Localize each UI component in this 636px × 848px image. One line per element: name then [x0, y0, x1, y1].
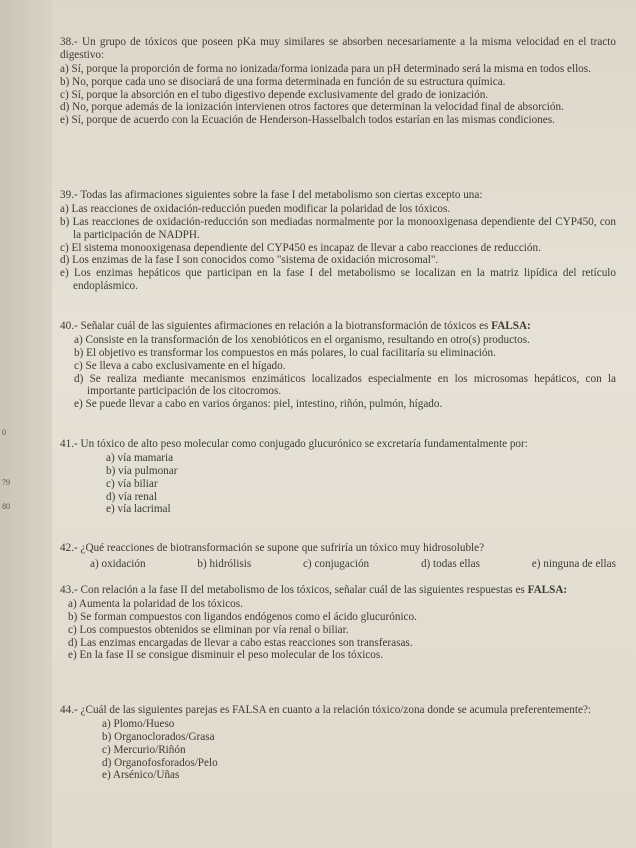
- option-d: d) Las enzimas encargadas de llevar a cabo estas reacciones son transferasas.: [68, 636, 413, 649]
- option-c: c) conjugación: [302, 557, 370, 570]
- option-e: e) Se puede llevar a cabo en varios órganos: piel, intestino, riñón, pulmón, hígado.: [74, 398, 443, 411]
- option-d: d) Se realiza mediante mecanismos enzimáticos localizados especialmente en los microsomas hepáticos, con la importante participación de los citocromos.: [74, 372, 616, 398]
- option-a: a) Consiste en la transformación de los xenobióticos en el organismo, resultando en otro(s) productos.: [74, 333, 530, 346]
- option-a: a) Las reacciones de oxidación-reducción pueden modificar la polaridad de los tóxicos.: [60, 202, 451, 215]
- option-b: b) Las reacciones de oxidación-reducción son mediadas normalmente por la monooxigenasa dependiente del CYP450, con la participación de NADPH.: [60, 215, 616, 241]
- option-a: a) Plomo/Hueso: [102, 717, 175, 730]
- question-38: [60, 36, 616, 127]
- option-c: c) vía biliar: [106, 477, 158, 490]
- option-a: a) Aumenta la polaridad de los tóxicos.: [68, 597, 243, 610]
- question-41: [60, 438, 616, 516]
- option-a: a) Sí, porque la proporción de forma no ionizada/forma ionizada para un pH determinado será la misma en todos ellos.: [60, 62, 591, 75]
- option-b: b) hidrólisis: [197, 557, 252, 570]
- question-43: [60, 584, 616, 662]
- option-b: b) Organoclorados/Grasa: [102, 730, 215, 743]
- margin-note: 79: [2, 478, 10, 487]
- option-c: c) Los compuestos obtenidos se eliminan por vía renal o biliar.: [68, 623, 349, 636]
- option-d: d) todas ellas: [420, 557, 480, 570]
- question-text: 40.- Señalar cuál de las siguientes afirmaciones en relación a la biotransformación de tóxicos es FALSA:: [60, 320, 531, 332]
- option-d: d) Organofosforados/Pelo: [102, 756, 218, 769]
- question-text: 38.- Un grupo de tóxicos que poseen pKa muy similares se absorben necesariamente a la misma velocidad en el tracto digestivo:: [60, 36, 616, 61]
- option-e: e) Sí, porque de acuerdo con la Ecuación de Henderson-Hasselbalch todos estarían en las mismas condiciones.: [60, 114, 555, 127]
- question-44: [60, 704, 616, 782]
- question-42: [60, 542, 616, 571]
- question-40: [60, 320, 616, 411]
- option-e: e) Arsénico/Uñas: [102, 769, 180, 782]
- option-c: c) El sistema monooxigenasa dependiente del CYP450 es incapaz de llevar a cabo reacciones de reducción.: [60, 241, 541, 254]
- option-c: c) Mercurio/Riñón: [102, 743, 186, 756]
- question-text: 43.- Con relación a la fase II del metabolismo de los tóxicos, señalar cuál de las siguientes respuestas es FALSA:: [60, 584, 568, 596]
- margin-note: 0: [2, 428, 6, 437]
- option-d: d) vía renal: [106, 490, 157, 503]
- question-text: 41.- Un tóxico de alto peso molecular como conjugado glucurónico se excretaría fundamentalmente por:: [60, 438, 528, 450]
- option-a: a) vía mamaria: [106, 451, 174, 464]
- option-d: d) No, porque además de la ionización intervienen otros factores que determinan la velocidad final de absorción.: [60, 101, 564, 114]
- option-e: e) Los enzimas hepáticos que participan en la fase I del metabolismo se localizan en la matriz lipídica del retículo endoplásmico.: [60, 267, 616, 293]
- page-margin: [0, 0, 52, 848]
- margin-note: 80: [2, 502, 10, 511]
- option-b: b) No, porque cada uno se disociará de una forma determinada en función de su estructura química.: [60, 75, 506, 88]
- option-e: e) En la fase II se consigue disminuir el peso molecular de los tóxicos.: [68, 649, 384, 662]
- option-e: e) ninguna de ellas: [531, 557, 616, 570]
- option-c: c) Se lleva a cabo exclusivamente en el hígado.: [74, 359, 286, 372]
- option-d: d) Los enzimas de la fase I son conocidos como "sistema de oxidación microsomal".: [60, 254, 439, 267]
- option-b: b) vía pulmonar: [106, 464, 178, 477]
- question-text: 39.- Todas las afirmaciones siguientes sobre la fase I del metabolismo son ciertas excepto una:: [60, 189, 483, 201]
- option-b: b) Se forman compuestos con ligandos endógenos como el ácido glucurónico.: [68, 610, 417, 623]
- question-text: 42.- ¿Qué reacciones de biotransformación se supone que sufriría un tóxico muy hidrosoluble?: [60, 542, 485, 554]
- question-text: 44.- ¿Cuál de las siguientes parejas es FALSA en cuanto a la relación tóxico/zona donde se acumula preferentemente?:: [60, 704, 592, 716]
- question-39: [60, 189, 616, 293]
- option-c: c) Sí, porque la absorción en el tubo digestivo depende exclusivamente del grado de ionización.: [60, 88, 489, 101]
- option-e: e) vía lacrimal: [106, 503, 171, 516]
- option-a: a) oxidación: [90, 557, 146, 570]
- option-b: b) El objetivo es transformar los compuestos en más polares, lo cual facilitaría su eliminación.: [74, 346, 496, 359]
